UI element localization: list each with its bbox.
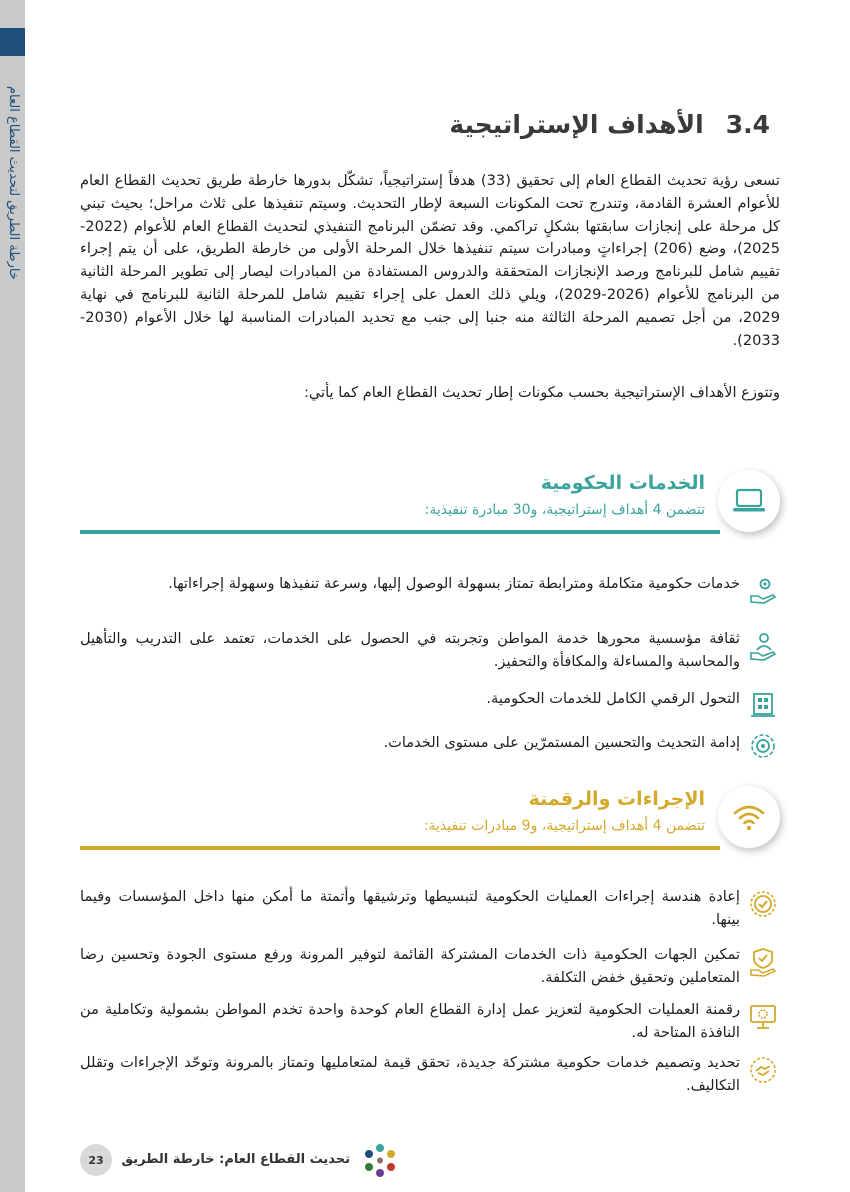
goal-text: التحول الرقمي الكامل للخدمات الحكومية.: [486, 690, 740, 707]
category-header-services: [80, 470, 780, 550]
category-header-procedures: [80, 786, 780, 866]
page-number: 23: [80, 1144, 112, 1176]
goal-item: [80, 998, 780, 1046]
footer-title: تحديث القطاع العام: خارطة الطريق: [121, 1152, 350, 1167]
category-divider: [80, 846, 720, 850]
goal-text: رقمنة العمليات الحكومية لتعزيز عمل إدارة القطاع العام كوحدة واحدة تخدم المواطن بشمولية وتكاملية من النافذة المتاحة له.: [80, 1001, 740, 1041]
goal-text: تمكين الجهات الحكومية ذات الخدمات المشتركة القائمة لتوفير المرونة ورفع مستوى الجودة وتحسين رضا المتعاملين وتحقيق خفض التكلفة.: [80, 946, 740, 986]
goal-item: [80, 627, 780, 675]
goal-text: تحديد وتصميم خدمات حكومية مشتركة جديدة، تحقق قيمة لمتعامليها وتمتاز بالمرونة وتوحّد الإجراءات وتقلل التكاليف.: [80, 1054, 740, 1094]
page-content: [60, 0, 780, 1192]
category-divider: [80, 530, 720, 534]
badge-check-icon: [746, 887, 780, 921]
digital-building-icon: [746, 688, 780, 722]
goal-item: [80, 885, 780, 933]
side-strip: [0, 0, 25, 1192]
goal-text: خدمات حكومية متكاملة ومترابطة تمتاز بسهولة الوصول إليها، وسرعة تنفيذها وسهولة إجراءاتها.: [168, 575, 740, 592]
goal-item: [80, 1051, 780, 1099]
modernization-logo-icon: [360, 1142, 400, 1178]
shield-hand-icon: [746, 945, 780, 979]
gear-cycle-icon: [746, 729, 780, 763]
distribution-sentence: وتتوزع الأهداف الإستراتيجية بحسب مكونات إطار تحديث القطاع العام كما يأتي:: [303, 384, 780, 401]
goal-item: [80, 727, 780, 757]
section-number: 3.4: [725, 110, 770, 139]
section-title: الأهداف الإستراتيجية: [449, 110, 704, 139]
category-subtitle: تتضمن 4 أهداف إستراتيجية، و9 مبادرات تنفيذية:: [423, 818, 705, 834]
page-footer: [80, 1142, 420, 1178]
category-title: الإجراءات والرقمنة: [528, 788, 705, 810]
goal-item: [80, 572, 780, 620]
laptop-icon: [718, 470, 780, 532]
person-hand-icon: [746, 629, 780, 663]
section-heading: [449, 110, 770, 139]
goal-text: إدامة التحديث والتحسين المستمرّين على مستوى الخدمات.: [383, 734, 740, 751]
service-hand-icon: [746, 574, 780, 608]
goal-text: ثقافة مؤسسية محورها خدمة المواطن وتجربته في الحصول على الخدمات، تعتمد على التدريب والتأهيل والمحاسبة والمساءلة والمكافأة والتحفيز.: [80, 630, 740, 670]
goal-item: [80, 943, 780, 991]
side-strip-marker: [0, 28, 25, 56]
goal-item: [80, 686, 780, 714]
goal-text: إعادة هندسة إجراءات العمليات الحكومية لتبسيطها وترشيقها وأتمتة ما أمكن منها داخل المؤسسات وفيما بينها.: [80, 888, 740, 928]
handshake-gear-icon: [746, 1053, 780, 1087]
computer-gear-icon: [746, 1000, 780, 1034]
side-running-title: خارطة الطريق لتحديث القطاع العام: [6, 86, 21, 280]
intro-paragraph: تسعى رؤية تحديث القطاع العام إلى تحقيق (33) هدفاً إستراتيجياً، تشكّل بدورها خارطة طريق تحديث القطاع العام للأعوام العشرة القادمة، وتندرج تحت المكونات السبعة لإطار التحديث. وسيتم تنفيذها على ثلاث مراحل؛ بحيث تبني كل مرحلة على إنجازات سابقتها بشكلٍ تراكمي. وقد تضمّن البرنامج التنفيذي لتحديث القطاع العام للأعوام (2022-2025)، وضع (206) إجراءاتٍ ومبادرات سيتم تنفيذها خلال المرحلة الأولى من خارطة الطريق، على أن يتم إجراء تقييم شامل للبرنامج ورصد الإنجازات المتحققة والدروس المستفادة من المبادرات ليصار إلى تطوير المرحلة الثانية من البرنامج للأعوام (2026-2029)، ويلي ذلك العمل على إجراء تقييم شامل للمرحلة الثانية للبرنامج في نهاية 2029، من أجل تصميم المرحلة الثالثة منه جنبا إلى جنب مع تحديد المبادرات المناسبة لها خلال الأعوام (2030-2033).: [80, 172, 780, 349]
wifi-icon: [718, 786, 780, 848]
category-title: الخدمات الحكومية: [540, 472, 705, 494]
category-subtitle: تتضمن 4 أهداف إستراتيجية، و30 مبادرة تنفيذية:: [424, 502, 705, 518]
